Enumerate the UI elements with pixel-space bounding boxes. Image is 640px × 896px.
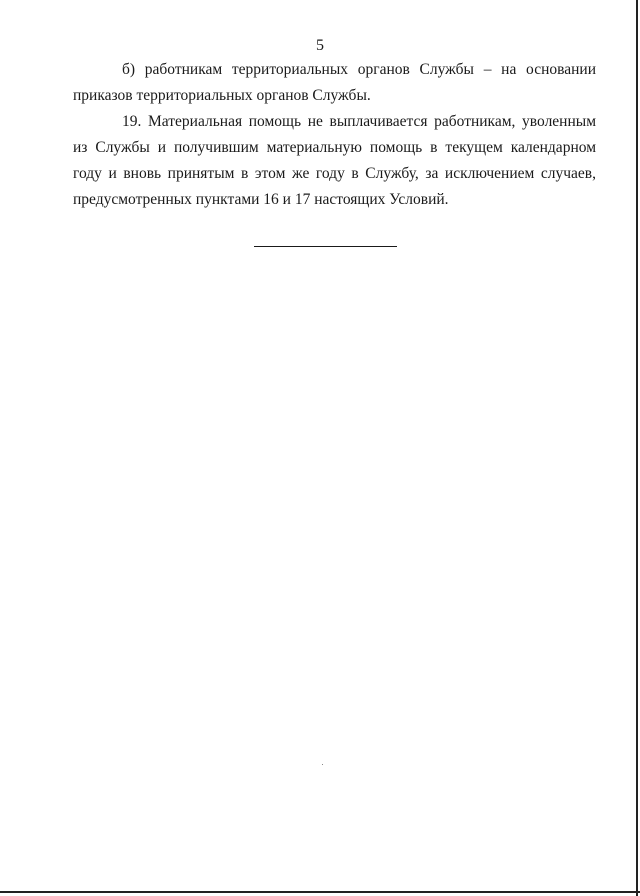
scan-edge-right — [636, 0, 638, 896]
document-body — [73, 57, 596, 213]
end-separator-line — [254, 246, 397, 247]
scan-edge-bottom — [0, 891, 640, 893]
page-number: 5 — [316, 37, 324, 54]
paragraph-clause-19: 19. Материальная помощь не выплачивается работникам, уволенным из Службы и получившим материальную помощь в текущем календарном году и вновь принятым в этом же году в Службу, за исключением случаев, предусмотренных пунктами 16 и 17 настоящих Условий. — [73, 113, 596, 208]
scan-speck — [322, 764, 323, 765]
paragraph-item-b: б) работникам территориальных органов Службы – на основании приказов территориальных органов Службы. — [73, 61, 596, 104]
